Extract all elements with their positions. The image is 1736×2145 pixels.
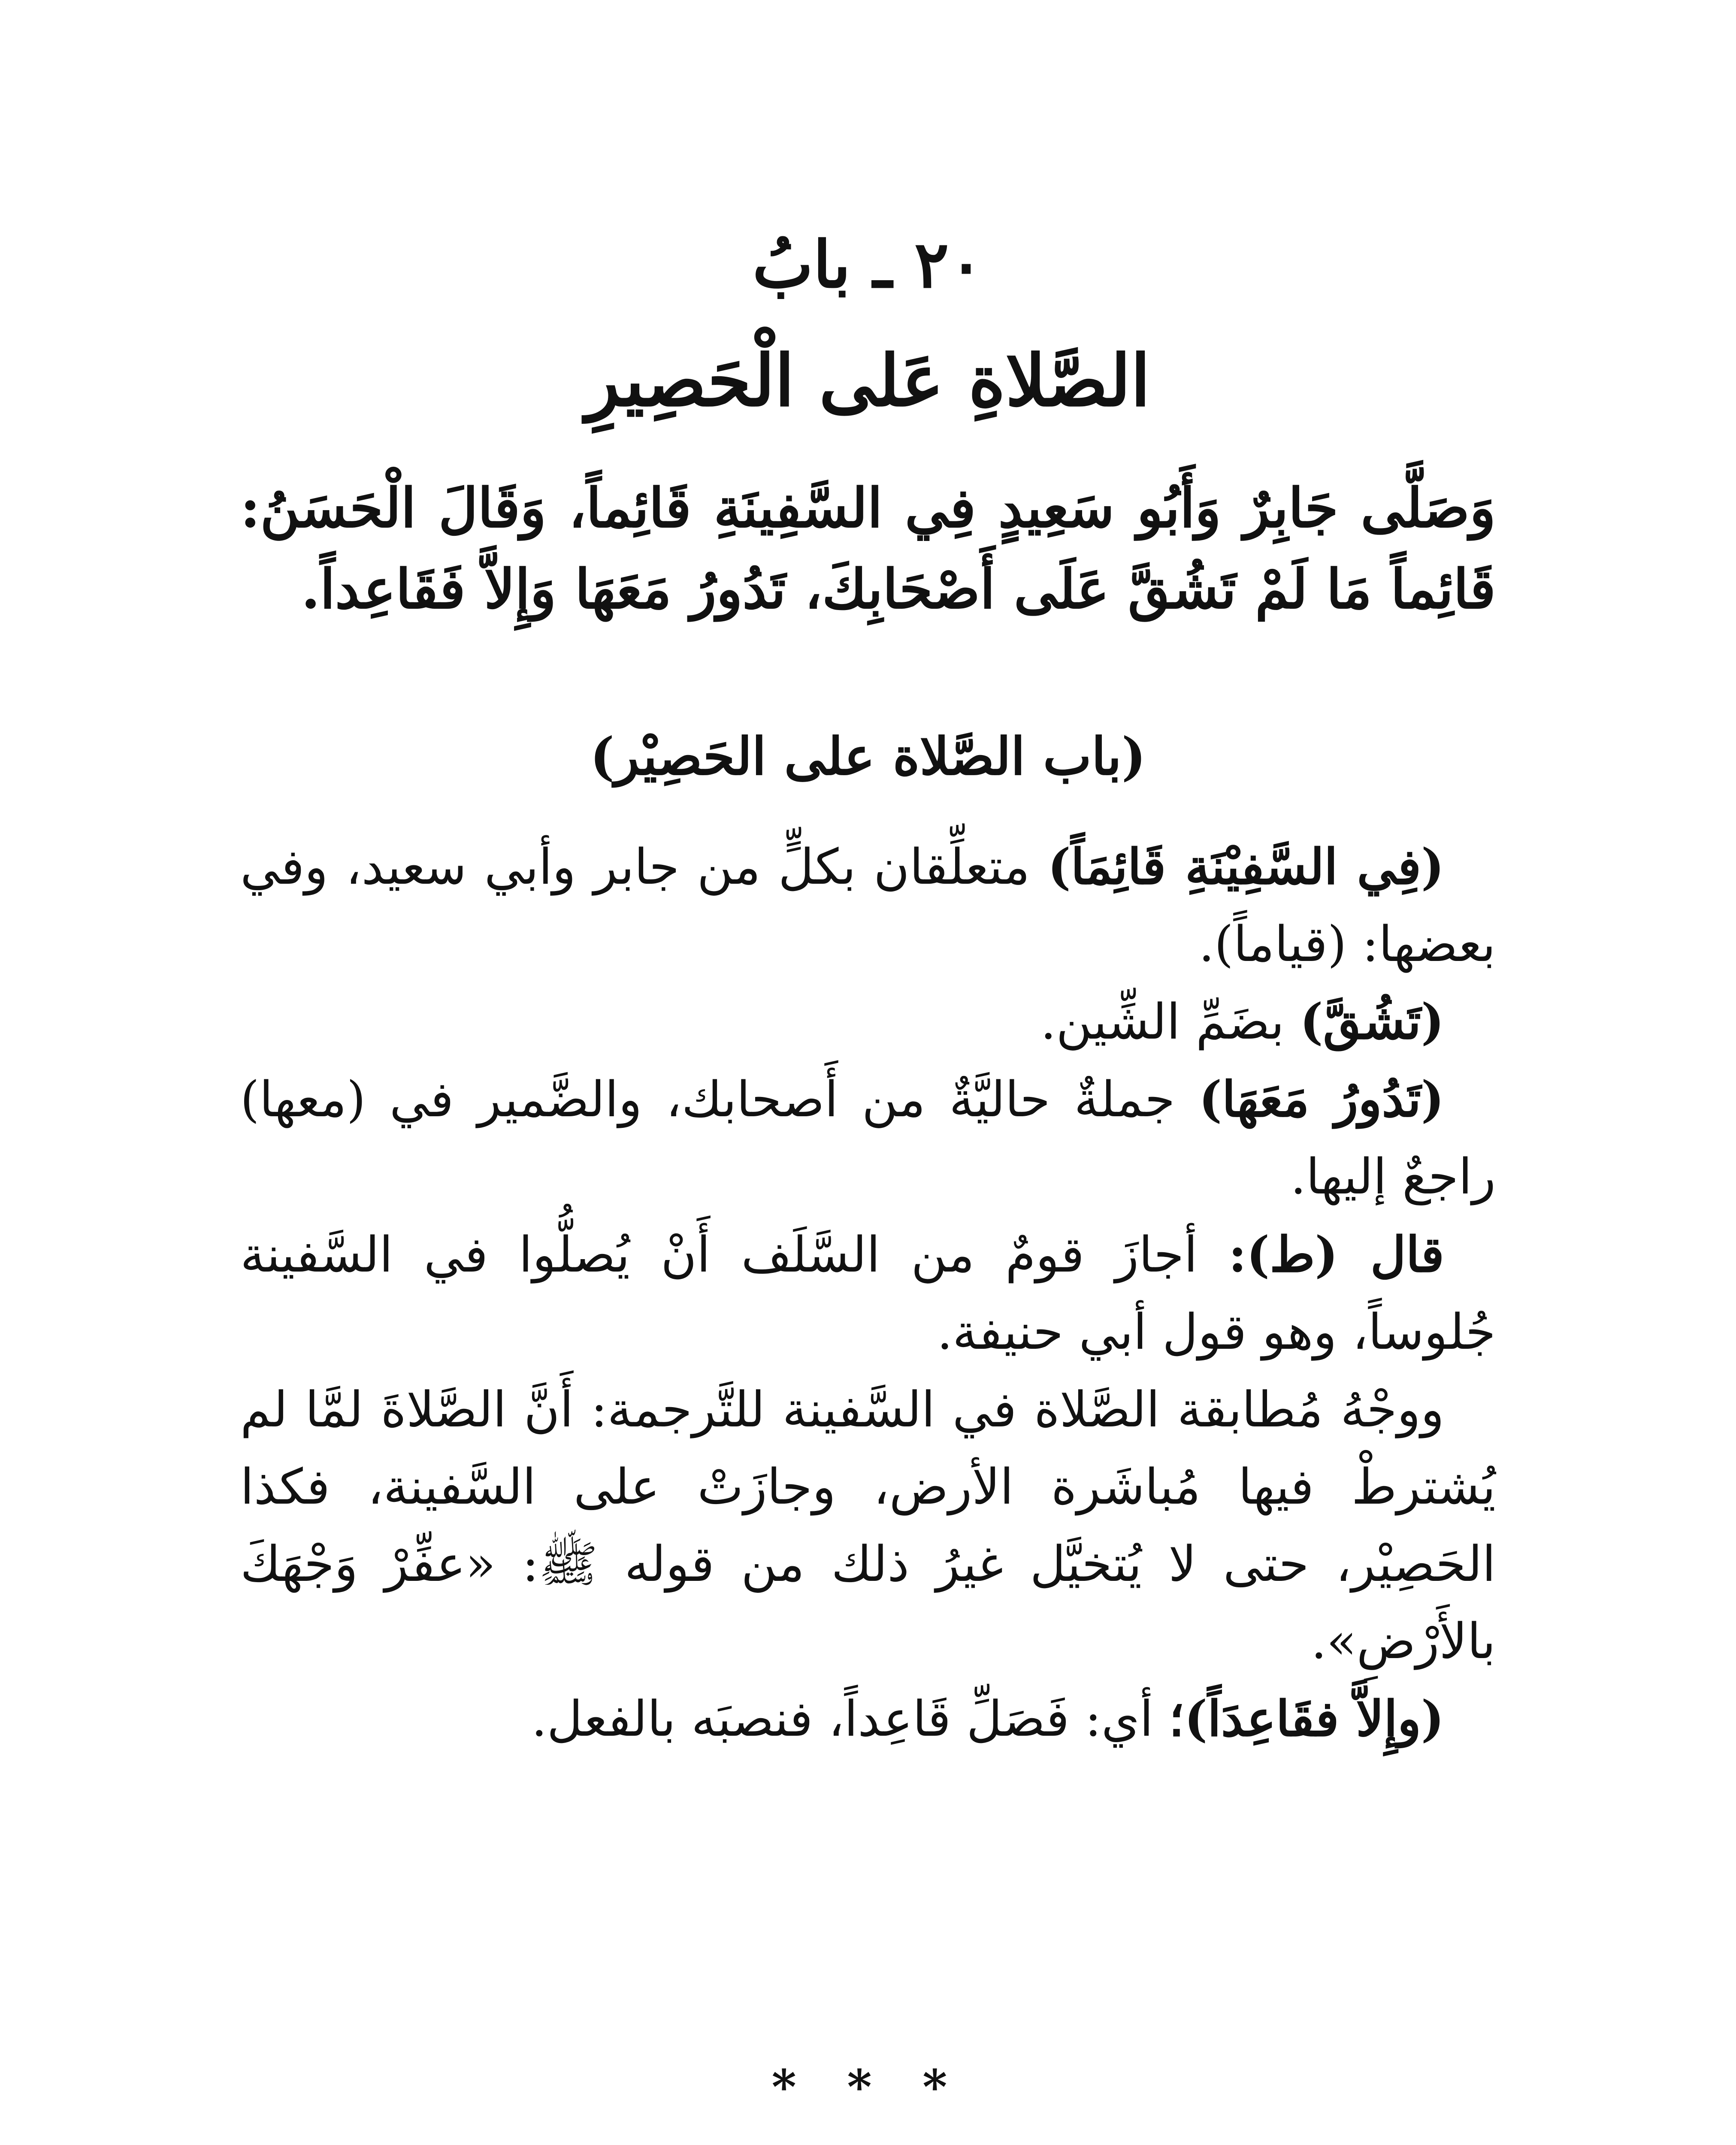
paragraph-lead: (تَدُورُ مَعَهَا) bbox=[1199, 1070, 1444, 1128]
paragraph-lead: قال (ط): bbox=[1228, 1225, 1444, 1283]
commentary-paragraph bbox=[240, 1371, 1496, 1680]
paragraph-lead: (وإِلاَّ فقَاعِدَاً)؛ bbox=[1169, 1690, 1444, 1748]
chapter-title: الصَّلاةِ عَلى الْحَصِيرِ bbox=[585, 339, 1151, 422]
paragraph-text: جملةٌ حاليَّةٌ من أَصحابك، والضَّمير في (معها) راجعٌ إليها. bbox=[240, 1071, 1496, 1205]
commentary-heading: (باب الصَّلاة على الحَصِيْر) bbox=[590, 726, 1146, 787]
paragraph-text: بضَمِّ الشِّين. bbox=[1040, 993, 1300, 1051]
paragraph-text: أي: فَصَلِّ قَاعِداً، فنصبَه بالفعل. bbox=[531, 1690, 1169, 1748]
paragraph-lead: (تَشُقَّ) bbox=[1300, 993, 1444, 1051]
paragraph-lead: (فِي السَّفِيْنَةِ قَائِمَاً) bbox=[1047, 838, 1445, 895]
commentary-paragraph bbox=[240, 1680, 1496, 1758]
commentary-body bbox=[240, 828, 1496, 1758]
paragraph-text: أجازَ قومٌ من السَّلَف أَنْ يُصلُّوا في السَّفينة جُلوساً، وهو قول أبي حنيفة. bbox=[240, 1226, 1496, 1360]
commentary-paragraph bbox=[240, 1060, 1496, 1215]
commentary-paragraph bbox=[240, 983, 1496, 1060]
section-separator: * * * bbox=[771, 2059, 965, 2115]
commentary-paragraph bbox=[240, 1216, 1496, 1371]
chapter-number: ٢٠ ـ بابُ bbox=[752, 227, 984, 302]
paragraph-text: ووجْهُ مُطابقة الصَّلاة في السَّفينة للتَّرجمة: أَنَّ الصَّلاةَ لمَّا لم يُشترطْ فيها مُباشَرة الأرض، وجازَتْ على السَّفينة، فكذا الحَصِيْر، حتى لا يُتخيَّل غيرُ ذلك من قوله ﷺ: «عفِّرْ وَجْهَكَ بالأَرْضِ». bbox=[240, 1381, 1496, 1670]
paragraph-text: متعلِّقان بكلٍّ من جابر وأبي سعيد، وفي بعضها: (قياماً). bbox=[240, 838, 1496, 973]
commentary-paragraph bbox=[240, 828, 1496, 983]
hadith-text: وَصَلَّى جَابِرٌ وَأَبُو سَعِيدٍ فِي السَّفِينَةِ قَائِماً، وَقَالَ الْحَسَنُ: قَائِماً مَا لَمْ تَشُقَّ عَلَى أَصْحَابِكَ، تَدُورُ مَعَهَا وَإِلاَّ فَقَاعِداً. bbox=[240, 476, 1496, 621]
